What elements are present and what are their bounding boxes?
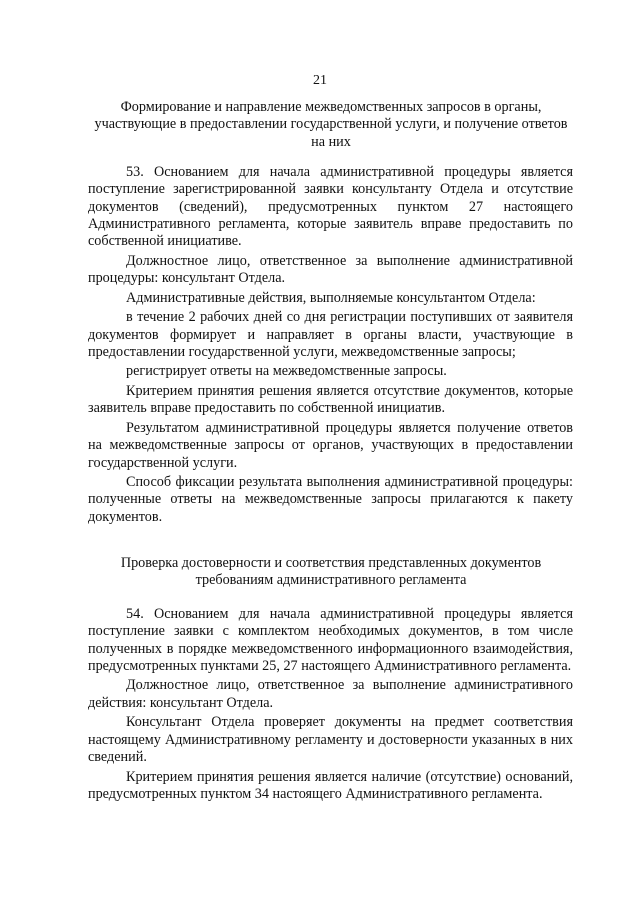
- section-heading-interagency-requests: Формирование и направление межведомственных запросов в органы, участвующие в предоставлении государственной услуги, и получение ответов на них: [94, 99, 568, 150]
- paragraph: 53. Основанием для начала административной процедуры является поступление зарегистрированной заявки консультанту Отдела и отсутствие документов (сведений), предусмотренных пунктом 27 настоящего Административного регламента, которые заявитель вправе предоставить по собственной инициативе.: [88, 164, 573, 250]
- paragraph: регистрирует ответы на межведомственные запросы.: [126, 363, 447, 380]
- paragraph: Должностное лицо, ответственное за выполнение административной процедуры: консультант Отдела.: [88, 252, 573, 287]
- section-heading-document-verification: Проверка достоверности и соответствия представленных документов требованиям административного регламента: [120, 555, 542, 589]
- paragraph: Способ фиксации результата выполнения административной процедуры: полученные ответы на межведомственные запросы прилагаются к пакету документов.: [88, 474, 573, 525]
- paragraph: в течение 2 рабочих дней со дня регистрации поступивших от заявителя документов формирует и направляет в органы власти, участвующие в предоставлении государственной услуги, межведомственные запросы;: [88, 309, 573, 360]
- paragraph: Административные действия, выполняемые консультантом Отдела:: [126, 289, 536, 306]
- paragraph: 54. Основанием для начала административной процедуры является поступление заявки с комплектом необходимых документов, в том числе полученных в порядке межведомственного информационного взаимодействия, предусмотренных пунктами 25, 27 настоящего Административного регламента.: [88, 606, 573, 674]
- paragraph: Должностное лицо, ответственное за выполнение административного действия: консультант Отдела.: [88, 677, 573, 711]
- paragraph: Критерием принятия решения является наличие (отсутствие) оснований, предусмотренных пунктом 34 настоящего Административного регламента.: [88, 768, 573, 802]
- paragraph: Результатом административной процедуры является получение ответов на межведомственные запросы от органов, участвующих в предоставлении государственной услуги.: [88, 419, 573, 471]
- paragraph: Консультант Отдела проверяет документы на предмет соответствия настоящему Административному регламенту и достоверности указанных в них сведений.: [88, 714, 573, 765]
- section-body-interagency-requests: [88, 164, 573, 528]
- paragraph: Критерием принятия решения является отсутствие документов, которые заявитель вправе предоставить по собственной инициатив.: [88, 383, 573, 417]
- page-number: 21: [313, 73, 327, 88]
- section-body-document-verification: [88, 606, 573, 805]
